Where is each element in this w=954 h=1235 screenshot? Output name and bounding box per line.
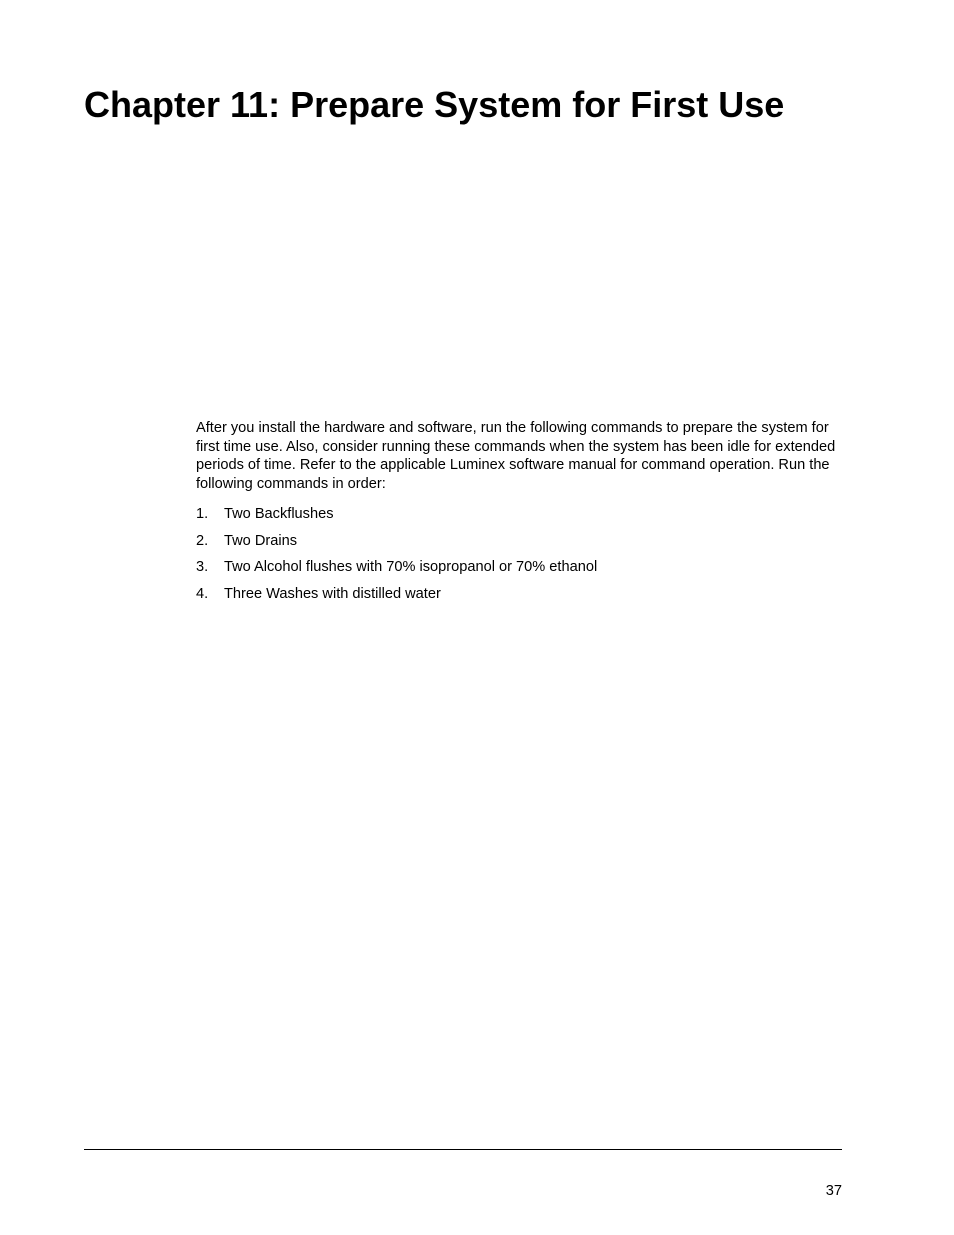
footer-divider [84,1149,842,1150]
step-number: 2. [196,532,209,549]
step-number: 1. [196,506,209,522]
command-steps-list [196,505,846,611]
step-number: 3. [196,559,209,575]
list-item [196,532,846,550]
step-text: Three Washes with distilled water [224,585,441,602]
page-number: 37 [825,1183,842,1199]
list-item [196,558,846,576]
intro-paragraph: After you install the hardware and software, run the following commands to prepare the system for first time use. Also, consider running these commands when the system has been idle for extended periods of time. Refer to the applicable Luminex software manual for command operation. Run the following commands in order: [196,420,836,492]
step-text: Two Backflushes [224,506,334,522]
step-text: Two Drains [224,532,297,549]
chapter-title: Chapter 11: Prepare System for First Use [84,84,785,125]
list-item [196,585,846,603]
step-number: 4. [196,585,209,602]
step-text: Two Alcohol flushes with 70% isopropanol or 70% ethanol [224,559,598,575]
list-item [196,505,846,523]
